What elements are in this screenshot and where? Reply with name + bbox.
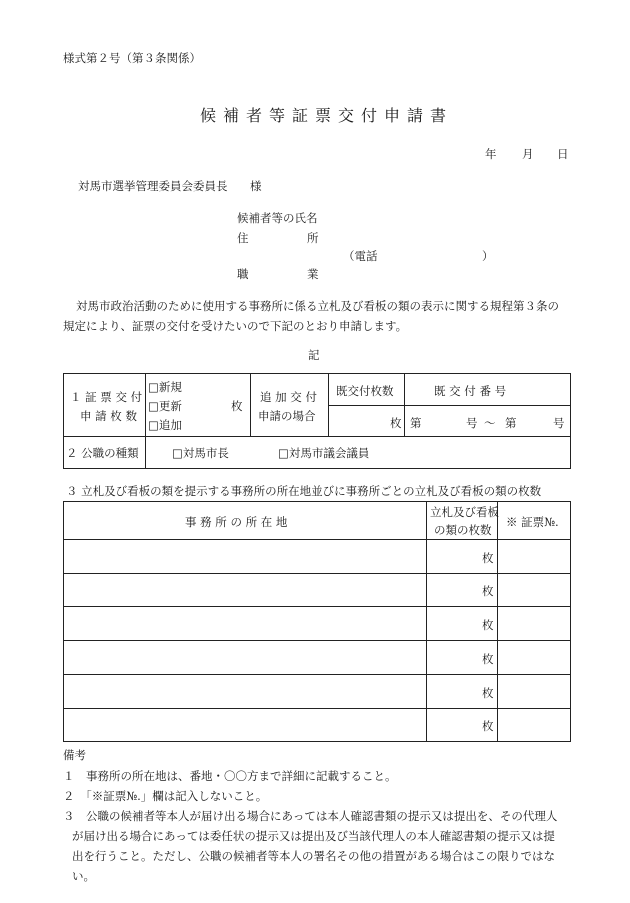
body-text-line1: 対馬市政治活動のために使用する事務所に係る立札及び看板の類の表示に関する規程第３条の <box>76 299 559 313</box>
phone-label-close: ） <box>482 249 494 263</box>
checkbox-council-member[interactable]: □対馬市議会議員 <box>278 446 370 460</box>
checkbox-add[interactable]: □追加 <box>148 418 182 432</box>
body-text-line2: 規定により、証票の交付を受けたいので下記のとおり申請します。 <box>63 319 408 333</box>
section3-heading: ３ 立札及び看板の類を提示する事務所の所在地並びに事務所ごとの立札及び看板の類の枚数 <box>66 484 542 498</box>
col-office-location: 事 務 所 の 所 在 地 <box>185 515 288 529</box>
col-count-line2: の類の枚数 <box>434 523 492 537</box>
additional-label-line1: 追 加 交 付 <box>260 390 317 404</box>
checkbox-renew[interactable]: □更新 <box>148 399 182 413</box>
checkbox-new[interactable]: □新規 <box>148 380 182 394</box>
issued-count-unit: 枚 <box>390 416 402 430</box>
note-1: １ 事務所の所在地は、番地・〇〇方まで詳細に記載すること。 <box>63 769 397 783</box>
note-3-line4: い。 <box>72 869 95 883</box>
range-tilde: ～ <box>484 416 496 430</box>
applicant-name-label: 候補者等の氏名 <box>237 211 318 225</box>
col-count-line1: 立札及び看板 <box>430 505 499 519</box>
row5-count-unit: 枚 <box>482 686 494 700</box>
date-day-label: 日 <box>557 147 569 161</box>
range-first-label: 第 <box>410 416 422 430</box>
phone-label-open: （電話 <box>343 249 378 263</box>
note-3-line3: 出を行うこと。ただし、公職の候補者等本人の署名その他の措置がある場合はこの限りではな <box>72 849 555 863</box>
page-title: 候補者等証票交付申請書 <box>200 106 454 125</box>
range-second-label: 第 <box>505 416 517 430</box>
additional-label-line2: 申請の場合 <box>258 409 316 423</box>
occupation-label-char1: 職 <box>237 267 249 281</box>
section1-label-line2: 申 請 枚 数 <box>80 409 137 423</box>
address-label-char1: 住 <box>237 231 249 245</box>
notes-heading: 備考 <box>63 748 86 762</box>
date-month-label: 月 <box>522 147 534 161</box>
issued-count-header: 既交付枚数 <box>336 384 394 398</box>
col-certificate-number: ※ 証票№. <box>506 515 559 529</box>
row2-count-unit: 枚 <box>482 584 494 598</box>
address-label-char2: 所 <box>307 231 319 245</box>
note-3-line2: が届け出る場合にあっては委任状の提示又は提出及び当該代理人の本人確認書類の提示又は提 <box>72 829 555 843</box>
note-3-line1: ３ 公職の候補者等本人が届け出る場合にあっては本人確認書類の提示又は提出を、その代理人 <box>63 809 558 823</box>
row6-count-unit: 枚 <box>482 719 494 733</box>
note-2: ２ 「※証票№.」欄は記入しないこと。 <box>63 789 268 803</box>
addressee-honorific: 様 <box>250 179 262 193</box>
range-number2-label: 号 <box>553 416 565 430</box>
addressee-name: 対馬市選挙管理委員会委員長 <box>78 179 228 193</box>
ki-mark: 記 <box>308 348 320 362</box>
checkbox-mayor[interactable]: □対馬市長 <box>172 446 229 460</box>
section1-label-line1: １ 証 票 交 付 <box>70 390 143 404</box>
section1-count-unit: 枚 <box>231 399 243 413</box>
section2-label: ２ 公職の種類 <box>66 446 139 460</box>
row3-count-unit: 枚 <box>482 618 494 632</box>
range-number-label: 号 <box>466 416 478 430</box>
date-year-label: 年 <box>485 147 497 161</box>
row1-count-unit: 枚 <box>482 551 494 565</box>
form-number: 様式第２号（第３条関係） <box>63 51 201 65</box>
occupation-label-char2: 業 <box>307 267 319 281</box>
row4-count-unit: 枚 <box>482 652 494 666</box>
issued-number-header: 既 交 付 番 号 <box>434 384 507 398</box>
